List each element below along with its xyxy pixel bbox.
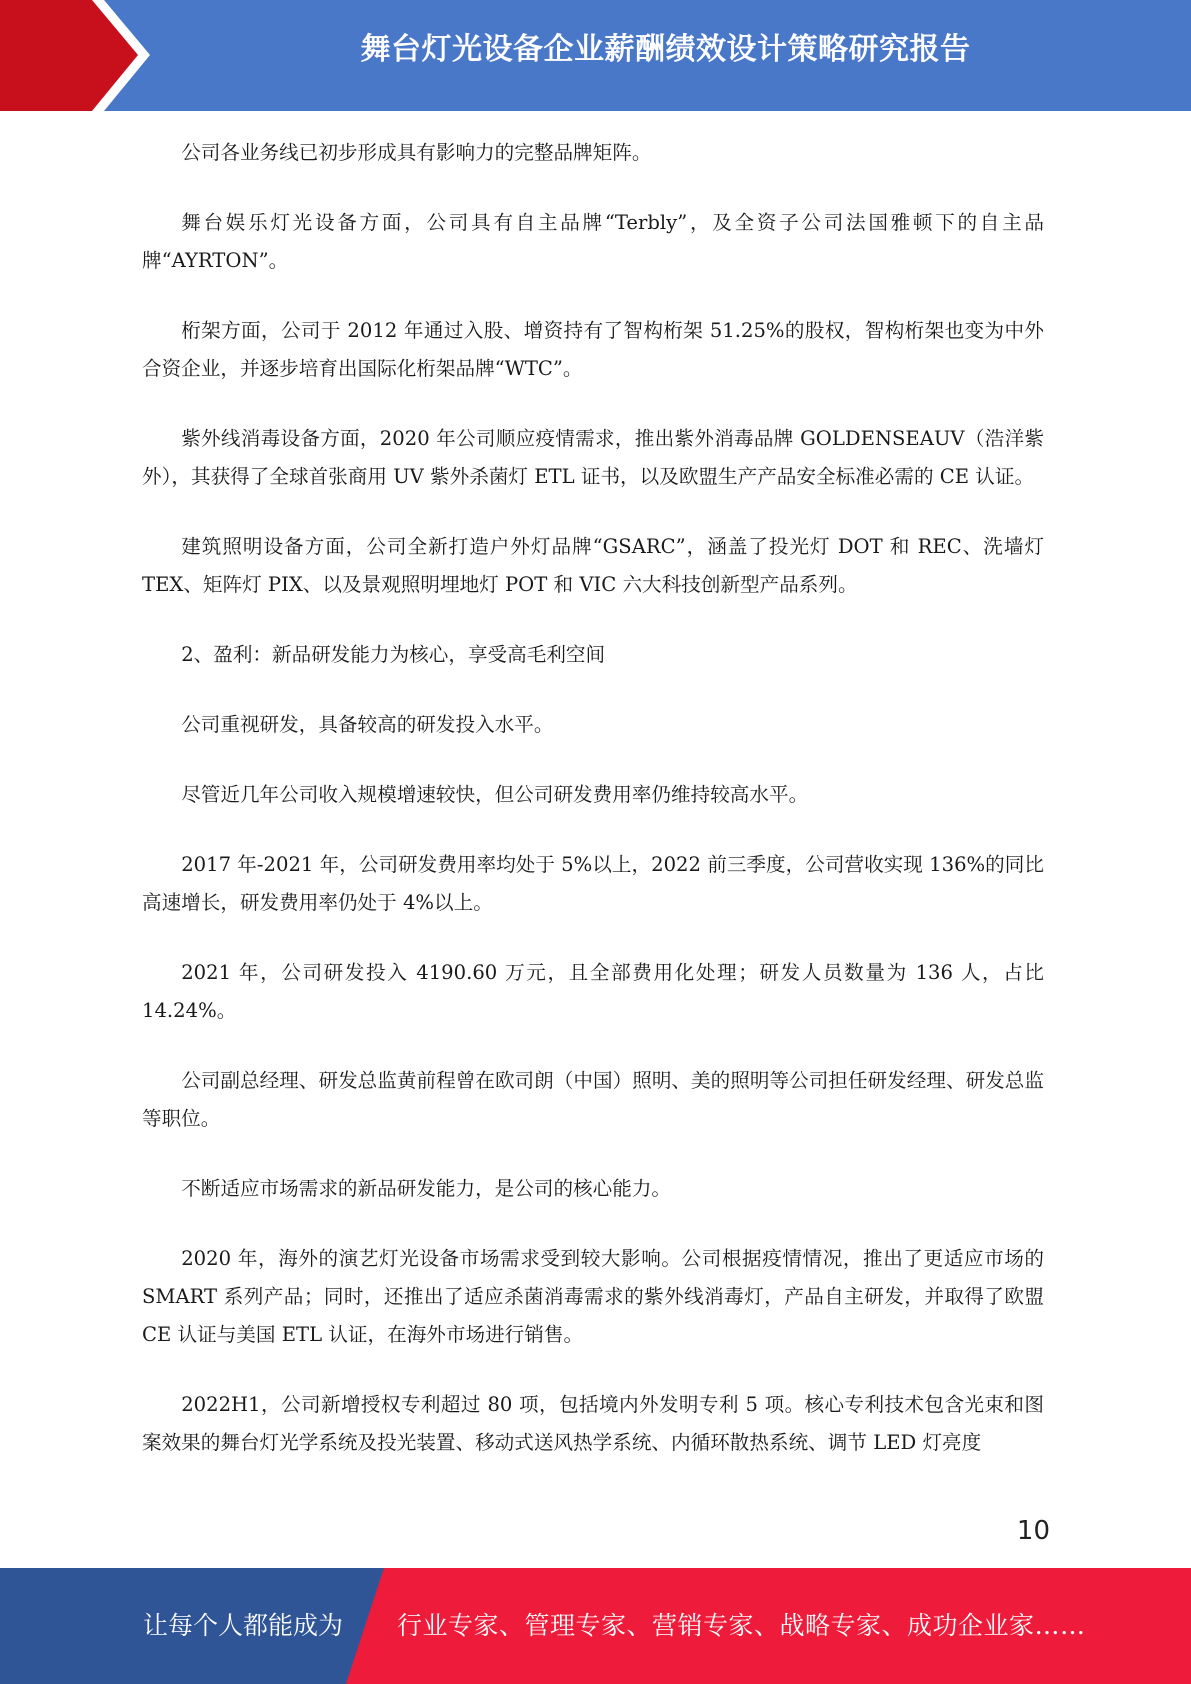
paragraph: 紫外线消毒设备方面，2020 年公司顺应疫情需求，推出紫外消毒品牌 GOLDENSEAUV（浩洋紫外），其获得了全球首张商用 UV 紫外杀菌灯 ETL 证书，以及欧盟生产产品安全标准必需的 CE 认证。 — [142, 427, 1044, 488]
paragraph: 2020 年，海外的演艺灯光设备市场需求受到较大影响。公司根据疫情情况，推出了更适应市场的 SMART 系列产品；同时，还推出了适应杀菌消毒需求的紫外线消毒灯，产品自主研发，并取得了欧盟 CE 认证与美国 ETL 认证，在海外市场进行销售。 — [142, 1247, 1044, 1346]
paragraph: 公司副总经理、研发总监黄前程曾在欧司朗（中国）照明、美的照明等公司担任研发经理、研发总监等职位。 — [142, 1069, 1044, 1130]
page-header — [0, 0, 1191, 111]
paragraph: 2021 年，公司研发投入 4190.60 万元，且全部费用化处理；研发人员数量为 136 人，占比14.24%。 — [142, 961, 1044, 1022]
footer-slogan-right: 行业专家、管理专家、营销专家、战略专家、成功企业家…… — [397, 1611, 1086, 1640]
paragraph: 不断适应市场需求的新品研发能力，是公司的核心能力。 — [181, 1177, 672, 1200]
paragraph: 公司重视研发，具备较高的研发投入水平。 — [181, 713, 554, 736]
footer-slogan-left: 让每个人都能成为 — [143, 1611, 344, 1640]
paragraph: 公司各业务线已初步形成具有影响力的完整品牌矩阵。 — [181, 141, 652, 164]
paragraph: 2022H1，公司新增授权专利超过 80 项，包括境内外发明专利 5 项。核心专利技术包含光束和图案效果的舞台灯光学系统及投光装置、移动式送风热学系统、内循环散热系统、调节 LED 灯亮度 — [142, 1393, 1044, 1454]
paragraph: 尽管近几年公司收入规模增速较快，但公司研发费用率仍维持较高水平。 — [181, 783, 809, 806]
paragraph: 建筑照明设备方面，公司全新打造户外灯品牌“GSARC”，涵盖了投光灯 DOT 和 REC、洗墙灯 TEX、矩阵灯 PIX、以及景观照明埋地灯 POT 和 VIC 六大科技创新型产品系列。 — [142, 535, 1044, 596]
paragraph: 舞台娱乐灯光设备方面，公司具有自主品牌“Terbly”，及全资子公司法国雅顿下的自主品牌“AYRTON”。 — [142, 211, 1044, 272]
paragraph: 2017 年-2021 年，公司研发费用率均处于 5%以上，2022 前三季度，公司营收实现 136%的同比高速增长，研发费用率仍处于 4%以上。 — [142, 853, 1044, 914]
body-content — [142, 134, 1044, 1494]
paragraph: 桁架方面，公司于 2012 年通过入股、增资持有了智构桁架 51.25%的股权，智构桁架也变为中外合资企业，并逐步培育出国际化桁架品牌“WTC”。 — [142, 319, 1044, 380]
report-title: 舞台灯光设备企业薪酬绩效设计策略研究报告 — [360, 32, 971, 67]
page-number: 10 — [1016, 1516, 1050, 1546]
section-heading: 2、盈利：新品研发能力为核心，享受高毛利空间 — [181, 643, 606, 666]
page-footer — [0, 1568, 1191, 1684]
